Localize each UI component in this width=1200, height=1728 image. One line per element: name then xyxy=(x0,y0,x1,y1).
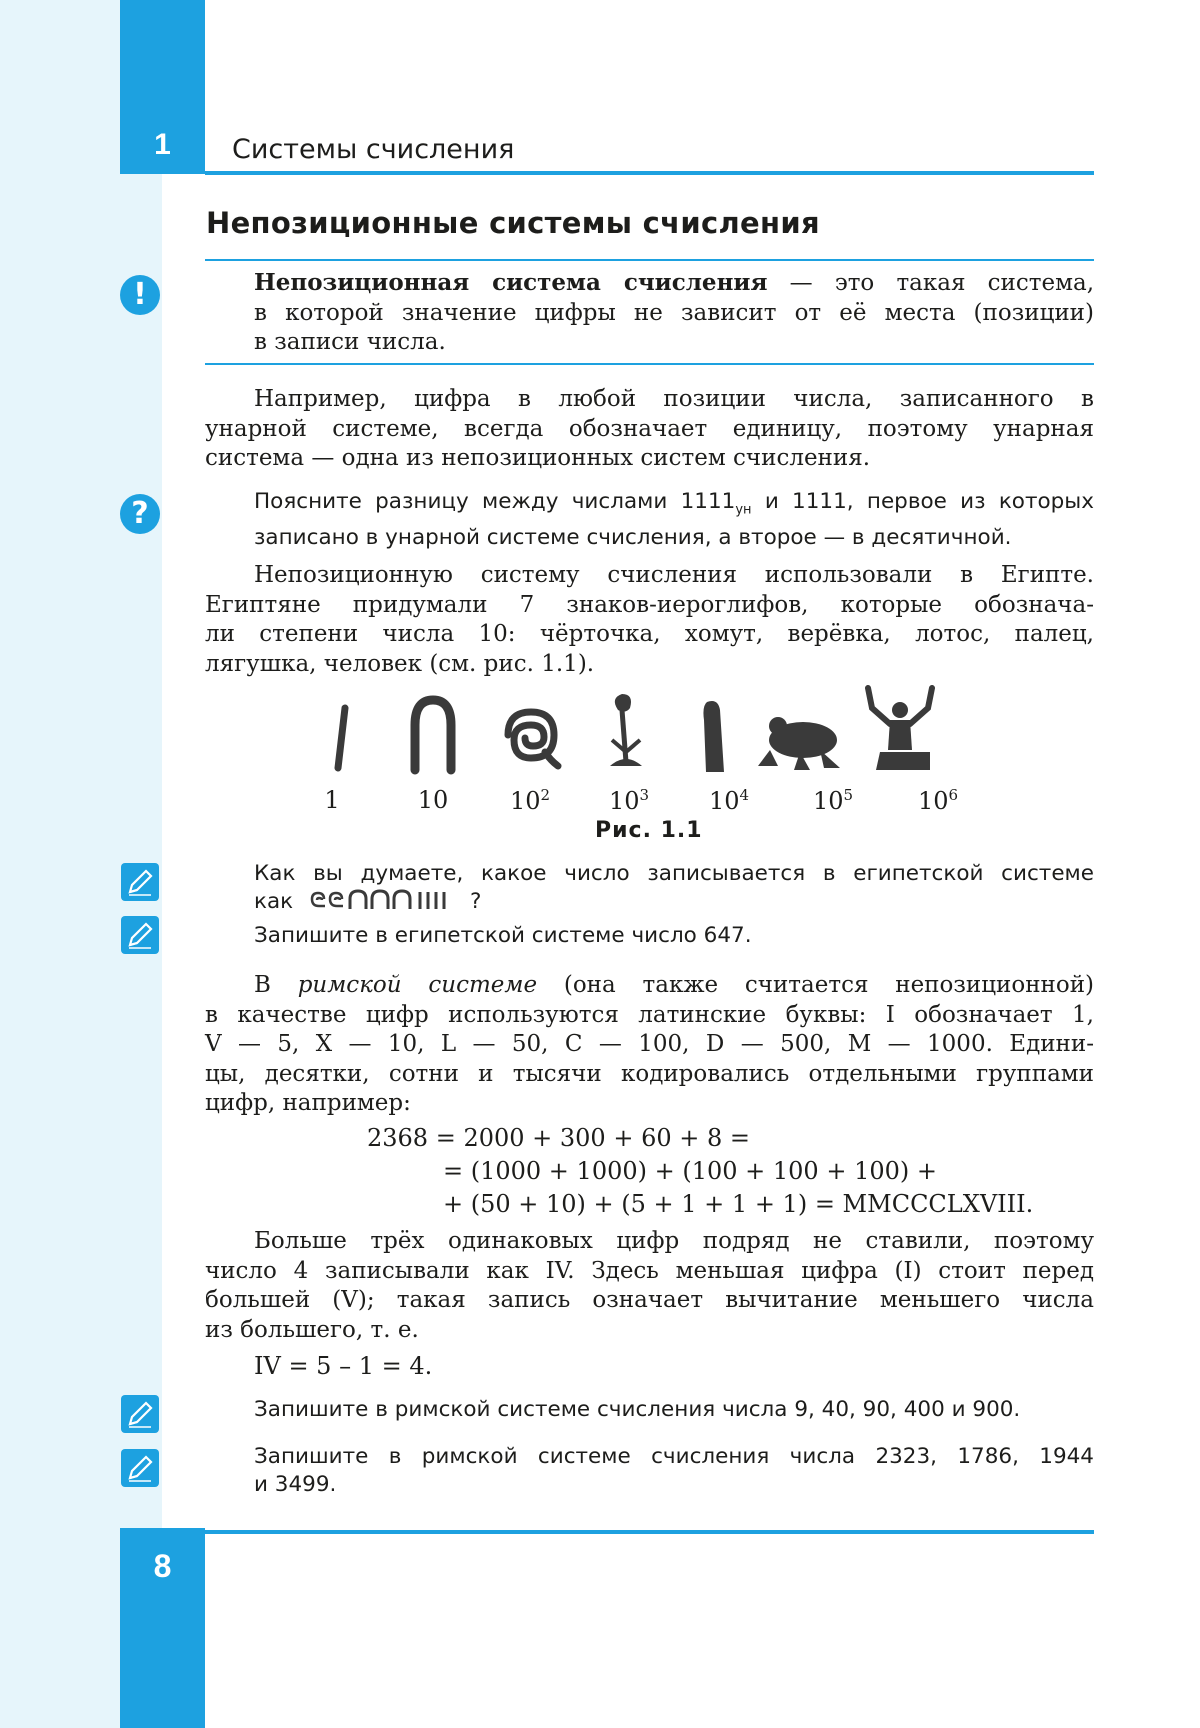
figure-label-10-2 xyxy=(495,786,565,815)
figure-label-10-4 xyxy=(694,786,764,815)
paragraph-line: Непозиционную систему счисления использовали в Египте. xyxy=(254,562,1094,588)
label-base: 10 xyxy=(708,787,740,815)
finger-hieroglyph xyxy=(703,701,724,772)
paragraph-roman xyxy=(205,971,1094,1119)
question-text: Поясните разницу между числами 1111 xyxy=(254,489,736,514)
task-egypt-647: Запишите в египетской системе число 647. xyxy=(254,923,752,948)
paragraph-text: В xyxy=(254,972,271,998)
label-exponent: 2 xyxy=(540,786,551,804)
definition-top-rule xyxy=(205,259,1094,261)
paragraph-line: число 4 записывали как IV. Здесь меньшая цифра (I) стоит перед xyxy=(205,1257,1094,1284)
kneeling-man-hieroglyph xyxy=(868,688,932,770)
label-exponent: 3 xyxy=(639,786,650,804)
definition-text: — это такая система, xyxy=(789,270,1095,296)
label-exponent: 6 xyxy=(948,786,959,804)
label-base: 10 xyxy=(608,787,640,815)
paragraph-line: Больше трёх одинаковых цифр подряд не ставили, поэтому xyxy=(254,1228,1094,1254)
figure-label-1 xyxy=(297,786,367,814)
paragraph-line: унарной системе, всегда обозначает единицу, поэтому унарная xyxy=(205,415,1094,442)
definition-line-3: в записи числа. xyxy=(254,329,446,355)
pencil-icon xyxy=(121,863,159,901)
paragraph-egypt xyxy=(205,561,1094,679)
equation-line-1: 2368 = 2000 + 300 + 60 + 8 = xyxy=(367,1124,750,1152)
paragraph-text: (она также считается непозиционной) xyxy=(563,972,1095,998)
section-title: Непозиционные системы счисления xyxy=(206,206,820,240)
coil-rope-hieroglyph xyxy=(508,712,558,766)
paragraph-line: лягушка, человек (см. рис. 1.1). xyxy=(205,650,595,677)
label-base: 10 xyxy=(509,787,541,815)
task-text: ? xyxy=(470,889,482,914)
label-base: 10 xyxy=(917,787,949,815)
label-base: 10 xyxy=(417,786,449,814)
exclamation-icon: ! xyxy=(120,275,160,315)
heel-bone-hieroglyph xyxy=(415,700,451,770)
question-icon: ? xyxy=(120,494,160,534)
hieroglyph-figure xyxy=(300,680,1000,780)
footer-rule xyxy=(205,1530,1094,1534)
task-line-1: Как вы думаете, какое число записывается в египетской системе xyxy=(254,861,1094,886)
paragraph-line: Египтяне придумали 7 знаков-иероглифов, которые обознача- xyxy=(205,591,1094,618)
paragraph-line xyxy=(205,971,1094,1001)
definition-block xyxy=(254,268,1094,358)
paragraph-line: цы, десятки, сотни и тысячи кодировались отдельными группами xyxy=(205,1060,1094,1087)
pencil-icon xyxy=(121,916,159,954)
label-base: 1 xyxy=(324,786,340,814)
label-exponent: 4 xyxy=(739,786,750,804)
task-text: как xyxy=(254,889,294,914)
paragraph-unary xyxy=(205,385,1094,474)
definition-line-2: в которой значение цифры не зависит от её места (позиции) xyxy=(254,299,1094,326)
definition-term: Непозиционная система счисления xyxy=(254,269,768,296)
figure-label-10-6 xyxy=(903,786,973,815)
task-roman-small: Запишите в римской системе счисления числа 9, 40, 90, 400 и 900. xyxy=(254,1397,1021,1422)
equation-line-2: = (1000 + 1000) + (100 + 100 + 100) + xyxy=(443,1157,937,1185)
figure-label-10 xyxy=(398,786,468,814)
paragraph-line: Например, цифра в любой позиции числа, записанного в xyxy=(254,386,1094,412)
frog-hieroglyph xyxy=(758,717,840,770)
question-block xyxy=(254,488,1094,552)
task-line-2 xyxy=(254,888,1094,916)
label-exponent: 5 xyxy=(843,786,854,804)
chapter-number: 1 xyxy=(154,128,171,161)
paragraph-line: большей (V); такая запись означает вычитание меньшего числа xyxy=(205,1287,1094,1313)
question-line-1 xyxy=(254,488,1094,524)
pencil-icon xyxy=(121,1395,159,1433)
task-line-2: и 3499. xyxy=(254,1472,337,1497)
stroke-hieroglyph xyxy=(338,708,345,768)
chapter-title: Системы счисления xyxy=(232,134,515,165)
paragraph-line: в качестве цифр используются латинские буквы: I обозначает 1, xyxy=(205,1001,1094,1028)
paragraph-line: система — одна из непозиционных систем счисления. xyxy=(205,445,871,471)
iv-equation: IV = 5 – 1 = 4. xyxy=(254,1352,433,1380)
paragraph-line: V — 5, X — 10, L — 50, C — 100, D — 500, M — 1000. Едини- xyxy=(205,1031,1094,1057)
question-line-2: записано в унарной системе счисления, а второе — в десятичной. xyxy=(254,525,1012,551)
paragraph-line: ли степени числа 10: чёрточка, хомут, верёвка, лотос, палец, xyxy=(205,621,1094,647)
unary-subscript: ун xyxy=(735,502,752,518)
definition-bottom-rule xyxy=(205,363,1094,365)
task-roman-large xyxy=(254,1443,1094,1499)
figure-label-10-5 xyxy=(798,786,868,815)
paragraph-line: цифр, например: xyxy=(205,1090,411,1116)
figure-caption: Рис. 1.1 xyxy=(595,818,703,843)
equation-line-3: + (50 + 10) + (5 + 1 + 1 + 1) = MMCCCLXVIII. xyxy=(443,1190,1034,1218)
lotus-hieroglyph xyxy=(610,694,642,766)
emphasis-roman-system: римской системе xyxy=(297,972,538,998)
paragraph-iv xyxy=(205,1227,1094,1345)
header-rule xyxy=(205,171,1094,175)
page-number: 8 xyxy=(153,1548,172,1584)
pencil-icon xyxy=(121,1449,159,1487)
egyptian-number-glyphs xyxy=(310,889,470,911)
definition-line-1 xyxy=(254,268,1094,299)
task-line-1: Запишите в римской системе счисления числа 2323, 1786, 1944 xyxy=(254,1444,1094,1469)
paragraph-line: из большего, т. е. xyxy=(205,1316,419,1343)
question-text: и 1111, первое из которых xyxy=(764,489,1094,514)
task-egypt-number xyxy=(254,860,1094,916)
label-base: 10 xyxy=(812,787,844,815)
figure-label-10-3 xyxy=(594,786,664,815)
